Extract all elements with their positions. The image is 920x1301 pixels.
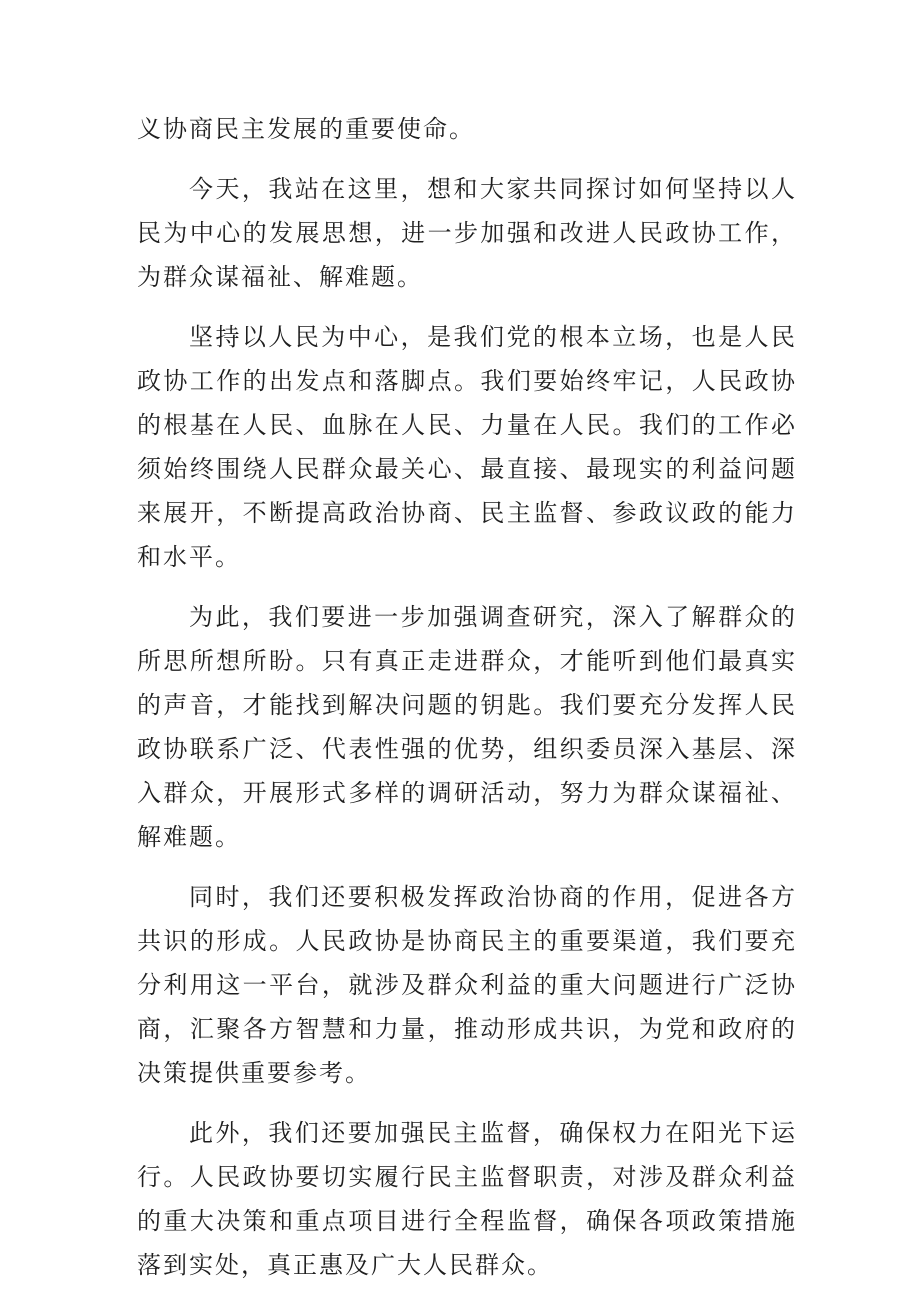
paragraph-6: 此外，我们还要加强民主监督，确保权力在阳光下运行。人民政协要切实履行民主监督职责，对涉及群众利益的重大决策和重点项目进行全程监督，确保各项政策措施落到实处，真正惠及广大人民群众。 — [137, 1119, 797, 1279]
paragraph-2: 今天，我站在这里，想和大家共同探讨如何坚持以人民为中心的发展思想，进一步加强和改进人民政协工作，为群众谋福祉、解难题。 — [137, 175, 797, 291]
paragraph-continued: 义协商民主发展的重要使命。 — [137, 115, 475, 143]
paragraph-3: 坚持以人民为中心，是我们党的根本立场，也是人民政协工作的出发点和落脚点。我们要始终牢记，人民政协的根基在人民、血脉在人民、力量在人民。我们的工作必须始终围绕人民群众最关心、最直接、最现实的利益问题来展开，不断提高政治协商、民主监督、参政议政的能力和水平。 — [137, 323, 797, 571]
paragraph-5: 同时，我们还要积极发挥政治协商的作用，促进各方共识的形成。人民政协是协商民主的重要渠道，我们要充分利用这一平台，就涉及群众利益的重大问题进行广泛协商，汇聚各方智慧和力量，推动形成共识，为党和政府的决策提供重要参考。 — [137, 883, 797, 1087]
paragraph-4: 为此，我们要进一步加强调查研究，深入了解群众的所思所想所盼。只有真正走进群众，才能听到他们最真实的声音，才能找到解决问题的钥匙。我们要充分发挥人民政协联系广泛、代表性强的优势，组织委员深入基层、深入群众，开展形式多样的调研活动，努力为群众谋福祉、解难题。 — [137, 603, 797, 851]
document-body — [137, 107, 797, 1287]
